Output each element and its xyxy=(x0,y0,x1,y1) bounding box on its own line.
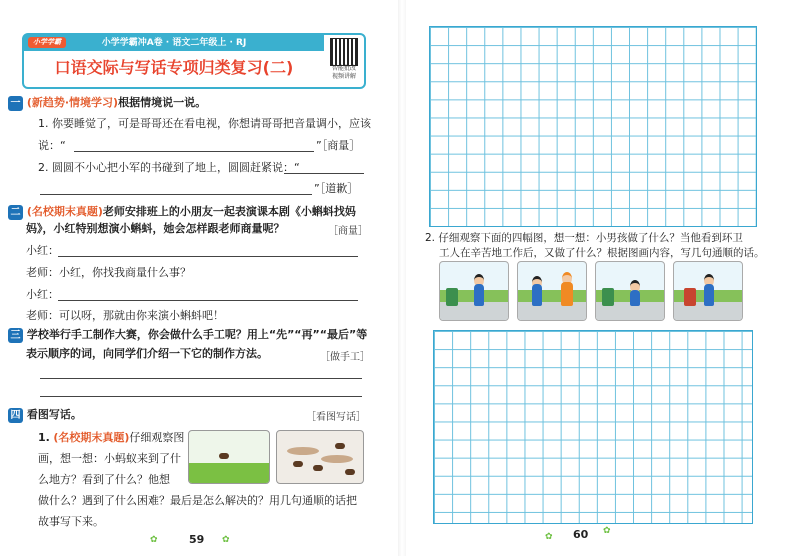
answer-line[interactable] xyxy=(40,396,362,397)
dialog-line: 老师：小红，你找我商量什么事？ xyxy=(26,266,191,279)
ant-icon xyxy=(219,453,229,459)
section-number-badge: 二 xyxy=(8,205,23,220)
series-text: 小学学霸冲A卷 · 语文二年级上 · RJ xyxy=(101,38,247,48)
qr-caption: 智能批改 视频讲解 xyxy=(331,65,356,80)
section-title: 看图写话。 xyxy=(26,408,82,421)
answer-suffix: ”［道歉］ xyxy=(314,182,359,195)
question-line: 1. (名校期末真题)仔细观察图 xyxy=(38,431,185,444)
ant-grass-picture xyxy=(188,430,270,484)
dialog-line: 小红： xyxy=(26,244,59,257)
ant-icon xyxy=(293,461,303,467)
section-title: 根据情境说一说。 xyxy=(118,96,207,109)
story-picture-2 xyxy=(517,261,587,321)
story-picture-1 xyxy=(439,261,509,321)
brand-logo: 小学学霸 xyxy=(28,37,66,48)
question-text: 1. 你要睡觉了，可是哥哥还在看电视，你想请哥哥把音量调小，应该 xyxy=(38,117,371,130)
boy-figure xyxy=(704,284,714,306)
section-4-heading xyxy=(8,407,82,423)
section-number-badge: 四 xyxy=(8,408,23,423)
section-number-badge: 一 xyxy=(8,96,23,111)
dialog-line: 小红： xyxy=(26,288,59,301)
story-picture-4 xyxy=(673,261,743,321)
trash-bin-icon xyxy=(446,288,458,306)
writing-grid-top[interactable] xyxy=(429,26,757,227)
section-text: 学校举行手工制作大赛，你会做什么手工呢？用上“先”“再”“最后”等 xyxy=(26,328,368,341)
trash-bin-icon xyxy=(684,288,696,306)
answer-line[interactable] xyxy=(58,256,358,257)
section-tag: (新趋势·情境学习) xyxy=(26,96,119,109)
section-number-badge: 三 xyxy=(8,328,23,343)
sprout-icon: ✿ xyxy=(545,532,553,542)
section-text: 老师安排班上的小朋友一起表演课本剧《小蝌蚪找妈 xyxy=(102,205,356,218)
sprout-icon: ✿ xyxy=(222,535,230,545)
answer-line[interactable] xyxy=(40,378,362,379)
skill-bracket: ［看图写话］ xyxy=(306,412,366,423)
story-picture-3 xyxy=(595,261,665,321)
question-line: 画，想一想：小蚂蚁来到了什 xyxy=(38,452,181,465)
chapter-banner xyxy=(22,33,366,89)
ant-icon xyxy=(345,469,355,475)
answer-line[interactable] xyxy=(74,151,314,152)
page-number: 59 xyxy=(189,533,205,546)
boy-figure xyxy=(532,284,542,306)
page-number: 60 xyxy=(573,528,589,541)
qr-code-icon[interactable] xyxy=(330,38,358,66)
answer-suffix: ”［商量］ xyxy=(316,139,361,152)
sprout-icon: ✿ xyxy=(603,526,611,536)
section-text: 表示顺序的词，向同学们介绍一下它的制作方法。 xyxy=(26,347,268,360)
answer-line[interactable] xyxy=(284,173,364,174)
street-cleaner-figure xyxy=(561,282,573,306)
boy-figure xyxy=(630,290,640,306)
question-line: 工人在辛苦地工作后，又做了什么？根据图画内容，写几句通顺的话。 xyxy=(439,247,765,259)
question-tag: (名校期末真题) xyxy=(53,431,130,444)
sprout-icon: ✿ xyxy=(150,535,158,545)
question-text: 2. 圆圆不小心把小军的书碰到了地上，圆圆赶紧说：“ xyxy=(38,161,300,174)
series-bar xyxy=(24,35,324,51)
question-line: 么地方？看到了什么？他想 xyxy=(38,473,170,486)
answer-line[interactable] xyxy=(58,300,358,301)
trash-bin-icon xyxy=(602,288,614,306)
skill-bracket: ［商量］ xyxy=(328,226,368,237)
question-line: 故事写下来。 xyxy=(38,515,104,528)
ant-icon xyxy=(335,443,345,449)
answer-prefix: 说：“ xyxy=(38,139,66,152)
section-2-heading xyxy=(8,204,356,220)
section-3-heading xyxy=(8,327,367,343)
question-line: 2. 仔细观察下面的四幅图，想一想：小男孩做了什么？当他看到环卫 xyxy=(425,232,743,244)
section-tag: (名校期末真题) xyxy=(26,205,103,218)
section-text: 妈》，小红特别想演小蝌蚪，她会怎样跟老师商量呢？ xyxy=(26,222,285,235)
answer-line[interactable] xyxy=(40,194,312,195)
chapter-title: 口语交际与写话专项归类复习(二) xyxy=(54,58,294,77)
writing-grid-bottom[interactable] xyxy=(433,330,753,524)
boy-figure xyxy=(474,284,484,306)
skill-bracket: ［做手工］ xyxy=(320,352,370,363)
section-1-heading xyxy=(8,95,206,111)
ant-icon xyxy=(313,465,323,471)
right-page xyxy=(405,0,800,556)
ants-leaf-picture xyxy=(276,430,364,484)
question-line: 做什么？遇到了什么困难？最后是怎么解决的？用几句通顺的话把 xyxy=(38,494,357,507)
dialog-line: 老师：可以呀，那就由你来演小蝌蚪吧！ xyxy=(26,309,224,322)
